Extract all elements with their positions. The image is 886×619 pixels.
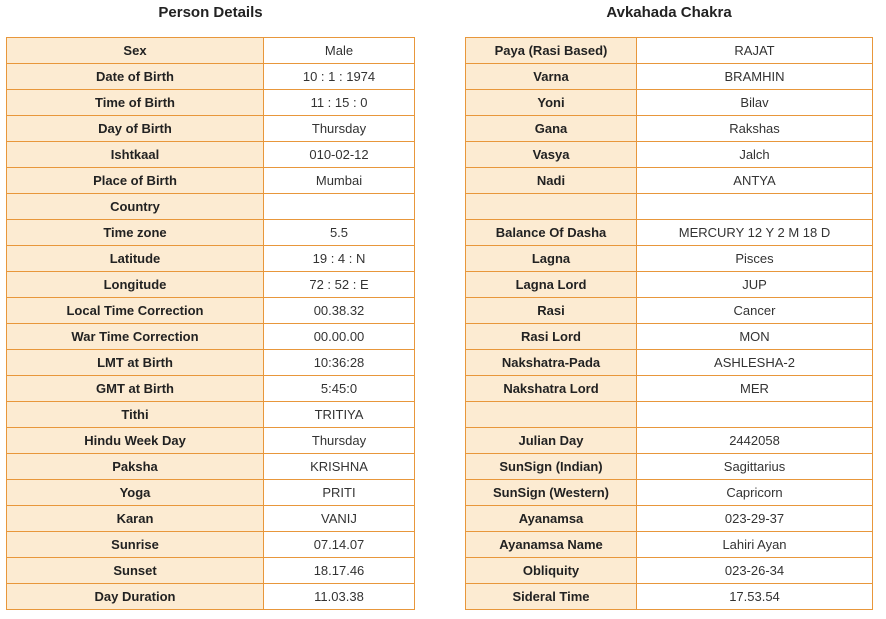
row-value: RAJAT [637, 38, 873, 64]
row-label: Obliquity [466, 558, 637, 584]
row-value: Male [264, 38, 415, 64]
row-label: Country [7, 194, 264, 220]
row-label: Paksha [7, 454, 264, 480]
row-value: 11.03.38 [264, 584, 415, 610]
row-value: 5:45:0 [264, 376, 415, 402]
table-row [466, 90, 873, 116]
row-label: Place of Birth [7, 168, 264, 194]
row-label: LMT at Birth [7, 350, 264, 376]
table-row [466, 480, 873, 506]
row-label: Yoga [7, 480, 264, 506]
row-value: 023-29-37 [637, 506, 873, 532]
table-row [7, 480, 415, 506]
row-value: 72 : 52 : E [264, 272, 415, 298]
row-value: Sagittarius [637, 454, 873, 480]
table-row [7, 506, 415, 532]
table-row [7, 454, 415, 480]
row-label: Day Duration [7, 584, 264, 610]
row-value: Thursday [264, 116, 415, 142]
row-label: Karan [7, 506, 264, 532]
row-value: Pisces [637, 246, 873, 272]
table-row [7, 90, 415, 116]
row-value: ANTYA [637, 168, 873, 194]
table-row [466, 376, 873, 402]
row-value: Cancer [637, 298, 873, 324]
table-row [466, 298, 873, 324]
table-row [466, 402, 873, 428]
row-label: Ayanamsa [466, 506, 637, 532]
table-row [7, 428, 415, 454]
row-value: 10 : 1 : 1974 [264, 64, 415, 90]
row-value: 023-26-34 [637, 558, 873, 584]
row-value: MON [637, 324, 873, 350]
row-label: Gana [466, 116, 637, 142]
row-label: Julian Day [466, 428, 637, 454]
person-details-panel [6, 0, 415, 604]
row-label [466, 194, 637, 220]
avkahada-chakra-panel [465, 0, 873, 604]
row-label: SunSign (Indian) [466, 454, 637, 480]
row-label: Longitude [7, 272, 264, 298]
row-value: 17.53.54 [637, 584, 873, 610]
table-row [7, 584, 415, 610]
row-value: 2442058 [637, 428, 873, 454]
table-row [466, 116, 873, 142]
row-label: Yoni [466, 90, 637, 116]
row-value: MERCURY 12 Y 2 M 18 D [637, 220, 873, 246]
table-row [7, 350, 415, 376]
table-row [466, 324, 873, 350]
table-row [466, 142, 873, 168]
person-details-table [6, 37, 415, 610]
table-row [466, 532, 873, 558]
row-value: 11 : 15 : 0 [264, 90, 415, 116]
row-label: Time of Birth [7, 90, 264, 116]
row-value: PRITI [264, 480, 415, 506]
row-value: KRISHNA [264, 454, 415, 480]
row-value: 18.17.46 [264, 558, 415, 584]
row-value: 10:36:28 [264, 350, 415, 376]
row-label: Sunset [7, 558, 264, 584]
row-label [466, 402, 637, 428]
row-label: Sideral Time [466, 584, 637, 610]
row-label: Lagna [466, 246, 637, 272]
row-value: 5.5 [264, 220, 415, 246]
row-value [264, 194, 415, 220]
row-value: Jalch [637, 142, 873, 168]
row-label: Balance Of Dasha [466, 220, 637, 246]
table-row [466, 38, 873, 64]
avkahada-chakra-rows [466, 38, 873, 610]
table-row [7, 220, 415, 246]
table-row [466, 168, 873, 194]
avkahada-chakra-table [465, 37, 873, 610]
row-value: VANIJ [264, 506, 415, 532]
row-value: TRITIYA [264, 402, 415, 428]
row-label: War Time Correction [7, 324, 264, 350]
row-label: Latitude [7, 246, 264, 272]
row-value [637, 194, 873, 220]
row-label: GMT at Birth [7, 376, 264, 402]
row-value: 19 : 4 : N [264, 246, 415, 272]
table-row [7, 116, 415, 142]
table-row [466, 220, 873, 246]
table-row [466, 246, 873, 272]
table-row [7, 246, 415, 272]
row-value: Lahiri Ayan [637, 532, 873, 558]
row-value: 07.14.07 [264, 532, 415, 558]
table-row [7, 64, 415, 90]
row-value: 00.38.32 [264, 298, 415, 324]
row-label: Hindu Week Day [7, 428, 264, 454]
row-label: Paya (Rasi Based) [466, 38, 637, 64]
person-details-title: Person Details [158, 4, 263, 21]
row-value: 00.00.00 [264, 324, 415, 350]
table-row [7, 402, 415, 428]
row-value: 010-02-12 [264, 142, 415, 168]
row-label: Time zone [7, 220, 264, 246]
table-row [466, 350, 873, 376]
person-details-rows [7, 38, 415, 610]
table-row [466, 558, 873, 584]
row-label: Tithi [7, 402, 264, 428]
row-label: Lagna Lord [466, 272, 637, 298]
row-value [637, 402, 873, 428]
row-label: Ayanamsa Name [466, 532, 637, 558]
table-row [466, 194, 873, 220]
avkahada-chakra-title: Avkahada Chakra [606, 4, 732, 21]
row-value: BRAMHIN [637, 64, 873, 90]
row-label: Varna [466, 64, 637, 90]
table-row [466, 272, 873, 298]
table-row [7, 142, 415, 168]
row-label: Rasi [466, 298, 637, 324]
row-label: Day of Birth [7, 116, 264, 142]
row-label: Nadi [466, 168, 637, 194]
row-label: Vasya [466, 142, 637, 168]
row-label: Nakshatra Lord [466, 376, 637, 402]
table-row [7, 168, 415, 194]
table-row [7, 376, 415, 402]
table-row [7, 272, 415, 298]
row-value: JUP [637, 272, 873, 298]
table-row [7, 38, 415, 64]
row-value: Thursday [264, 428, 415, 454]
row-label: SunSign (Western) [466, 480, 637, 506]
row-label: Rasi Lord [466, 324, 637, 350]
table-row [466, 584, 873, 610]
row-label: Ishtkaal [7, 142, 264, 168]
table-row [7, 558, 415, 584]
table-row [7, 532, 415, 558]
row-label: Sex [7, 38, 264, 64]
table-row [466, 454, 873, 480]
row-value: Mumbai [264, 168, 415, 194]
row-value: Bilav [637, 90, 873, 116]
table-row [466, 506, 873, 532]
row-value: Rakshas [637, 116, 873, 142]
table-row [7, 194, 415, 220]
table-row [466, 64, 873, 90]
row-label: Date of Birth [7, 64, 264, 90]
row-value: Capricorn [637, 480, 873, 506]
row-value: MER [637, 376, 873, 402]
row-label: Local Time Correction [7, 298, 264, 324]
table-row [7, 324, 415, 350]
row-label: Sunrise [7, 532, 264, 558]
row-value: ASHLESHA-2 [637, 350, 873, 376]
table-row [7, 298, 415, 324]
row-label: Nakshatra-Pada [466, 350, 637, 376]
table-row [466, 428, 873, 454]
